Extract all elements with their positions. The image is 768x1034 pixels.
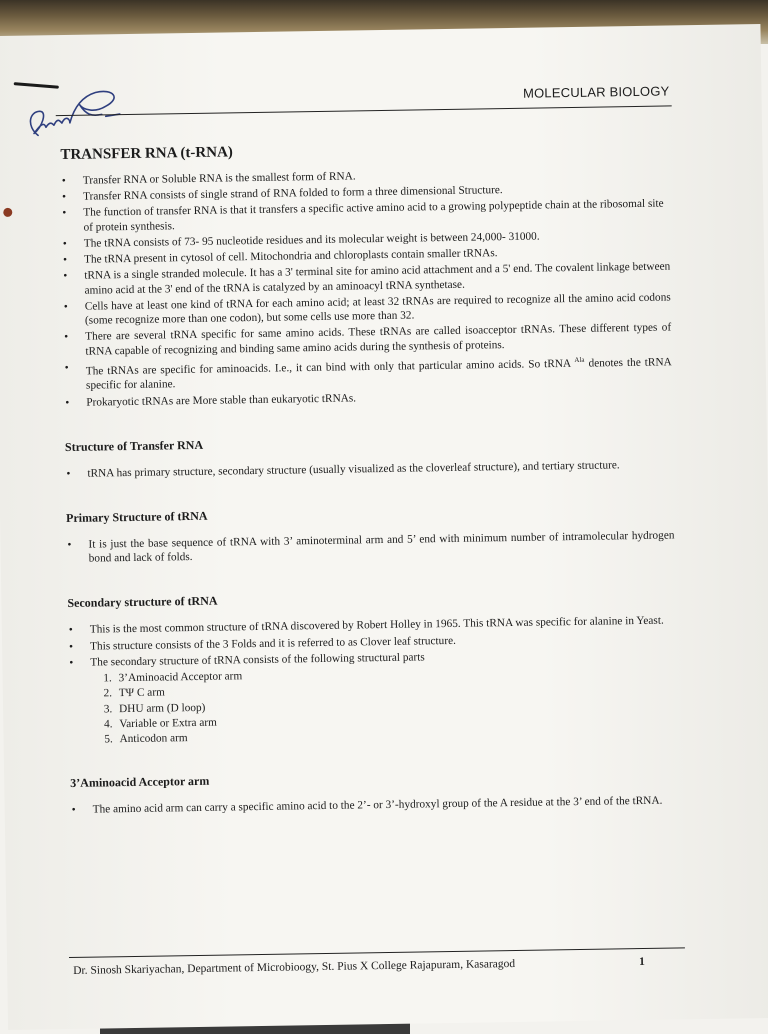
alanine-superscript: Ala (574, 355, 585, 365)
section-header-label: MOLECULAR BIOLOGY (522, 83, 670, 101)
list-item: • Transfer RNA or Soluble RNA is the smallest form of RNA. (61, 164, 669, 188)
list-item: • Transfer RNA consists of single strand of RNA folded to form a three dimensional Structure. (61, 181, 669, 205)
heading-structure: Structure of Transfer RNA (64, 437, 204, 454)
list-item: • The function of transfer RNA is that it transfers a specific active amino acid to a growing polypeptide chain at the ribosomal site of protein synthesis. (61, 197, 669, 236)
list-item: • This structure consists of the 3 Folds and it is referred to as Clover leaf structure. (68, 630, 676, 654)
acceptor-list (71, 794, 679, 818)
list-item: • tRNA is a single stranded molecule. It has a 3' terminal site for amino acid attachment and a 5' end. The covalent linkage between amino acid at the 3' end of the tRNA is catalyzed by an aminoacyl tRNA synthetase. (62, 260, 670, 299)
alanine-text-end: denotes the tRNA specific for alanine. (85, 356, 672, 393)
heading-acceptor-arm: 3’Aminoacid Acceptor arm (70, 774, 210, 791)
list-item: • Prokaryotic tRNAs are More stable than eukaryotic tRNAs. (64, 386, 672, 410)
list-item: • The amino acid arm can carry a specific amino acid to the 2’- or 3’-hydroxyl group of the A residue at the 3’ end of the tRNA. (71, 794, 679, 818)
alanine-text-start: The tRNAs are specific for aminoacids. I.e., it can bind with only that particular amino acids. So tRNA (85, 357, 575, 378)
header-divider (56, 105, 672, 116)
numbered-item: 2. TΨ C arm (115, 678, 677, 702)
list-item: • The tRNA consists of 73- 95 nucleotide residues and its molecular weight is between 24,000- 31000. (62, 227, 670, 251)
ink-spot (3, 208, 12, 217)
heading-secondary-structure: Secondary structure of tRNA (67, 594, 218, 611)
list-item: • It is just the base sequence of tRNA with 3’ aminoterminal arm and 5’ end with minimum number of intramolecular hydrogen bond and lack of folds. (66, 528, 674, 567)
list-item: • The secondary structure of tRNA consists of the following structural parts (68, 646, 676, 670)
numbered-item: 1. 3’Aminoacid Acceptor arm (115, 663, 677, 687)
list-item: • tRNA has primary structure, secondary structure (usually visualized as the cloverleaf structure), and tertiary structure. (65, 457, 673, 481)
list-item: • The tRNA present in cytosol of cell. Mitochondria and chloroplasts contain smaller tRNAs. (62, 243, 670, 267)
list-item: • Cells have at least one kind of tRNA for each amino acid; at least 32 tRNAs are required to recognize all the amino acid codons (some recognize more than one codon), but some cells use more than 32. (63, 290, 671, 329)
heading-primary-structure: Primary Structure of tRNA (65, 508, 208, 525)
handwritten-signature (9, 74, 140, 146)
numbered-item: 4. Variable or Extra arm (115, 708, 677, 732)
page-number: 1 (639, 955, 645, 969)
list-item: • This is the most common structure of tRNA discovered by Robert Holley in 1965. This tRNA was specific for alanine in Yeast. (68, 614, 676, 638)
secondary-list (68, 614, 677, 670)
page-title: TRANSFER RNA (t-RNA) (60, 144, 233, 164)
page-content (60, 137, 678, 819)
structural-parts-list (69, 663, 678, 749)
list-item: • There are several tRNA specific for same amino acids. These tRNAs are called isoacceptor tRNAs. These different types of tRNA capable of recognizing and binding same amino acids during the synthesis of proteins. (63, 321, 671, 360)
numbered-item: 3. DHU arm (D loop) (115, 693, 677, 717)
footer-divider (69, 947, 685, 958)
intro-list (61, 164, 673, 410)
document-page (0, 24, 768, 1030)
numbered-item: 5. Anticodon arm (115, 723, 677, 747)
footer-credit: Dr. Sinosh Skariyachan, Department of Microbioogy, St. Pius X College Rajapuram, Kasaragod (73, 957, 516, 977)
